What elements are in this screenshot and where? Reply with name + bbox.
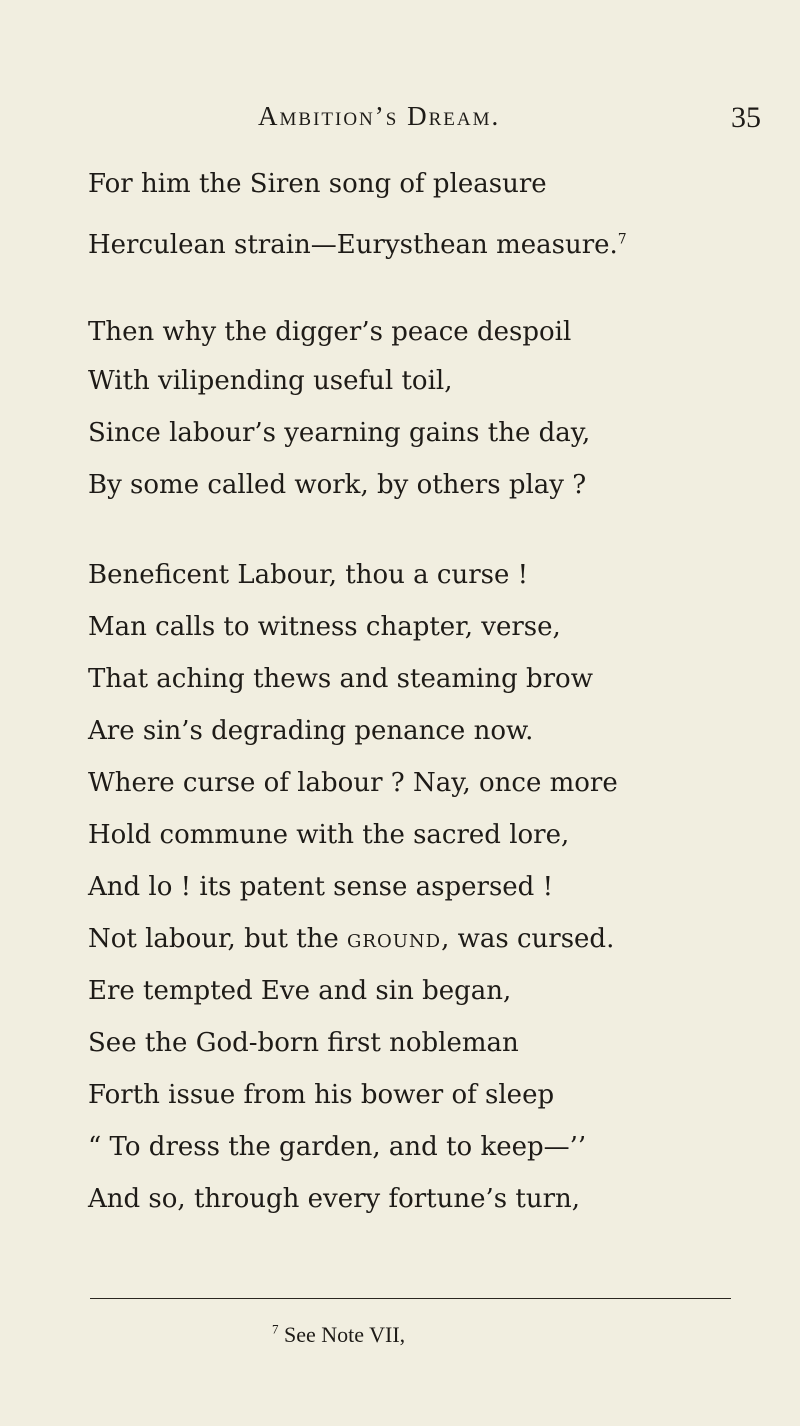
- verse-line: By some called work, by others play ?: [88, 470, 587, 500]
- verse-line: Beneficent Labour, thou a curse !: [88, 560, 529, 590]
- verse-line: Where curse of labour ? Nay, once more: [88, 768, 618, 798]
- verse-line: That aching thews and steaming brow: [88, 664, 593, 694]
- footnote-reference: 7: [617, 231, 627, 248]
- running-title: Ambition’s Dream.: [258, 101, 501, 131]
- page-number: 35: [731, 101, 761, 134]
- verse-line: Hold commune with the sacred lore,: [88, 820, 570, 850]
- footnote-divider: [90, 1298, 731, 1299]
- verse-line: Herculean strain—Eurysthean measure.$^7$: [88, 230, 627, 260]
- verse-line: See the God-born first nobleman: [88, 1028, 519, 1058]
- verse-line: With vilipending useful toil,: [88, 366, 453, 396]
- verse-line: For him the Siren song of pleasure: [88, 169, 547, 199]
- verse-line: Are sin’s degrading penance now.: [88, 716, 534, 746]
- verse-line: And so, through every fortune’s turn,: [88, 1184, 581, 1214]
- verse-line: Ere tempted Eve and sin began,: [88, 976, 512, 1006]
- verse-line: “ To dress the garden, and to keep—’’: [88, 1132, 587, 1162]
- verse-line: Not labour, but the ground, was cursed.: [88, 924, 615, 954]
- verse-line: Forth issue from his bower of sleep: [88, 1080, 555, 1110]
- footnote-marker: 7: [272, 1321, 279, 1337]
- verse-line: Then why the digger’s peace despoil: [88, 317, 572, 347]
- emphasized-word: ground: [347, 924, 442, 954]
- footnote: [272, 1322, 405, 1348]
- verse-line: And lo ! its patent sense aspersed !: [88, 872, 554, 902]
- page-header: [0, 101, 800, 141]
- verse-line: Man calls to witness chapter, verse,: [88, 612, 561, 642]
- verse-line: Since labour’s yearning gains the day,: [88, 418, 591, 448]
- footnote-text: See Note VII,: [284, 1322, 406, 1347]
